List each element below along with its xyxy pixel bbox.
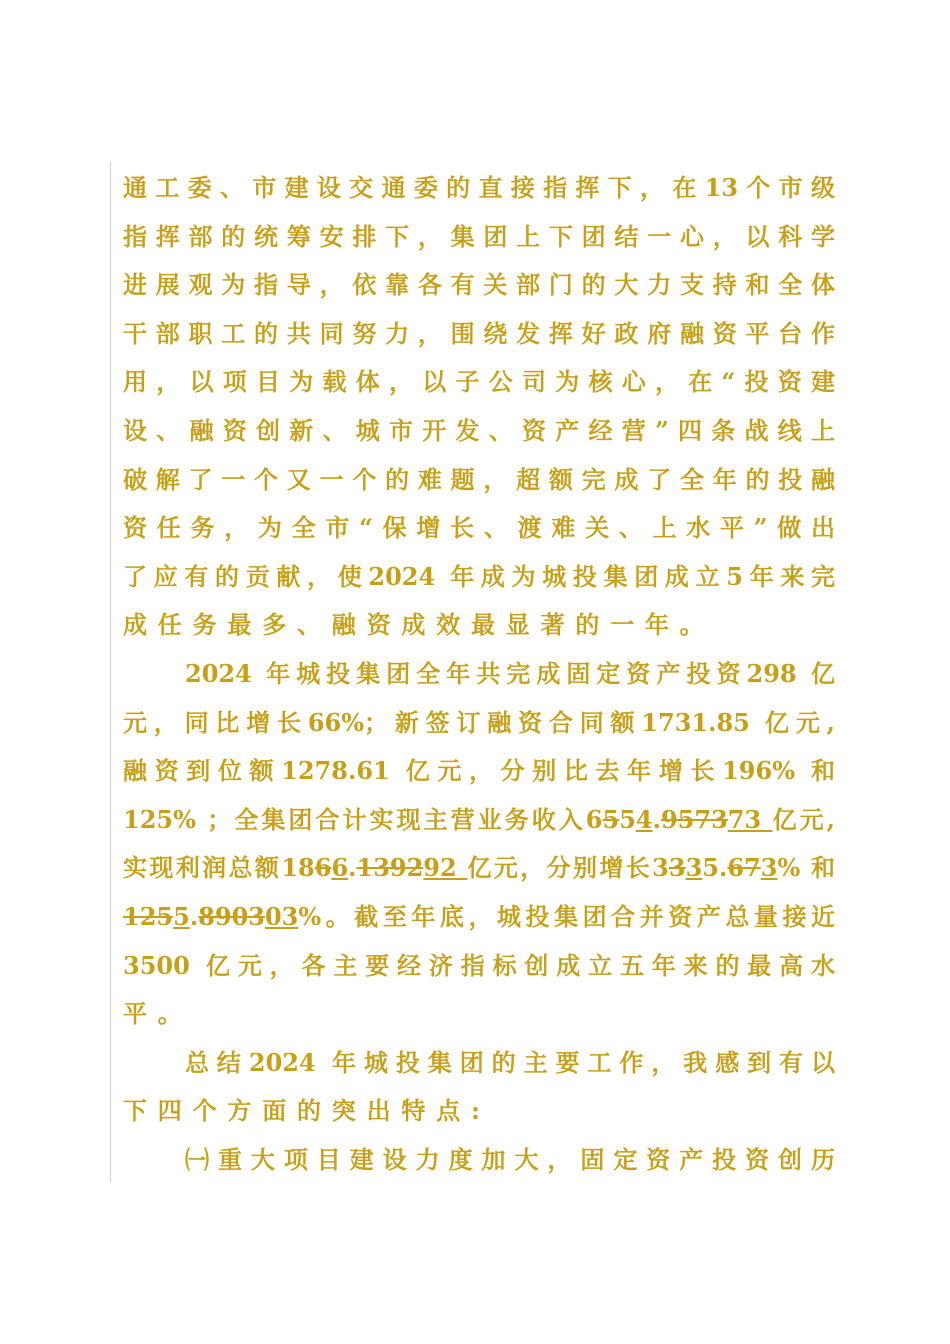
text-run: 5 — [619, 804, 636, 834]
text-line: 资任务，为全市“保增长、渡难关、上水平”做出 — [123, 513, 835, 543]
inserted-text: 03 — [264, 901, 299, 931]
inserted-text: 5 — [173, 901, 190, 931]
text-line: 3500 亿元，各主要经济指标创成立五年来的最高水 — [123, 950, 835, 980]
text-line: 通工委、市建设交通委的直接指挥下，在13个市级 — [123, 173, 835, 202]
text-line: 平。 — [123, 999, 193, 1029]
text-line: 用，以项目为载体，以子公司为核心，在“投资建 — [123, 367, 835, 397]
text-run: % 和 — [777, 853, 836, 883]
deleted-text: 9573 — [660, 804, 728, 834]
revision-line-content — [123, 844, 835, 893]
text-run: 亿元，分别增长3 — [467, 853, 669, 883]
text-line: 干部职工的共同努力，围绕发挥好政府融资平台作 — [123, 318, 835, 348]
text-line: 成任务最多、融资成效最显著的一年。 — [123, 610, 715, 640]
deleted-text: 67 — [727, 853, 761, 883]
text-line: 融资到位额1278.61 亿元，分别比去年增长196% 和 — [123, 756, 835, 786]
text-line: 进展观为指导，依靠各有关部门的大力支持和全体 — [123, 270, 835, 300]
paragraph-start-line: 总结2024 年城投集团的主要工作，我感到有以 — [185, 1047, 835, 1077]
section-heading-line: ㈠重大项目建设力度加大，固定资产投资创历 — [185, 1144, 835, 1174]
text-run: 亿元, — [772, 804, 835, 834]
text-run: 实现利润总额18 — [123, 853, 315, 883]
text-run: . — [189, 901, 199, 931]
inserted-text: 3 — [685, 853, 703, 883]
inserted-text: 6 — [331, 853, 349, 883]
text-run: 125% ；全集团合计实现主营业务收入6 — [123, 804, 603, 834]
deleted-text: 8903 — [198, 901, 265, 931]
inserted-text: 92 — [423, 853, 468, 883]
text-run: 5. — [702, 853, 728, 883]
inserted-text: 73 — [727, 804, 773, 834]
text-line: 设、融资创新、城市开发、资产经营”四条战线上 — [123, 415, 835, 445]
text-run: . — [348, 853, 357, 883]
paragraph-start-line: 2024 年城投集团全年共完成固定资产投资298 亿 — [185, 658, 835, 688]
text-line: 下四个方面的突出特点: — [123, 1096, 491, 1126]
text-run: . — [652, 804, 661, 834]
deleted-text: 5 — [602, 804, 620, 834]
inserted-text: 3 — [760, 853, 778, 883]
text-line: 了应有的贡献，使2024 年成为城投集团成立5年来完 — [123, 561, 835, 591]
revision-line-content — [123, 796, 835, 845]
deleted-text: 3 — [668, 853, 686, 883]
deleted-text: 6 — [314, 853, 332, 883]
revision-margin-bar — [110, 162, 111, 1182]
text-run: %。截至年底，城投集团合并资产总量接近 — [298, 901, 835, 931]
text-line: 破解了一个又一个的难题，超额完成了全年的投融 — [123, 464, 835, 494]
revision-line — [123, 844, 835, 893]
revision-line-content — [123, 893, 835, 942]
revision-line — [123, 893, 835, 942]
text-line: 元，同比增长66%；新签订融资合同额1731.85 亿元, — [123, 707, 835, 737]
revision-line — [123, 796, 835, 845]
deleted-text: 1392 — [356, 853, 424, 883]
deleted-text: 125 — [123, 901, 174, 931]
document-body — [123, 164, 835, 1184]
inserted-text: 4 — [635, 804, 653, 834]
text-line: 指挥部的统筹安排下，集团上下团结一心，以科学 — [123, 221, 835, 251]
